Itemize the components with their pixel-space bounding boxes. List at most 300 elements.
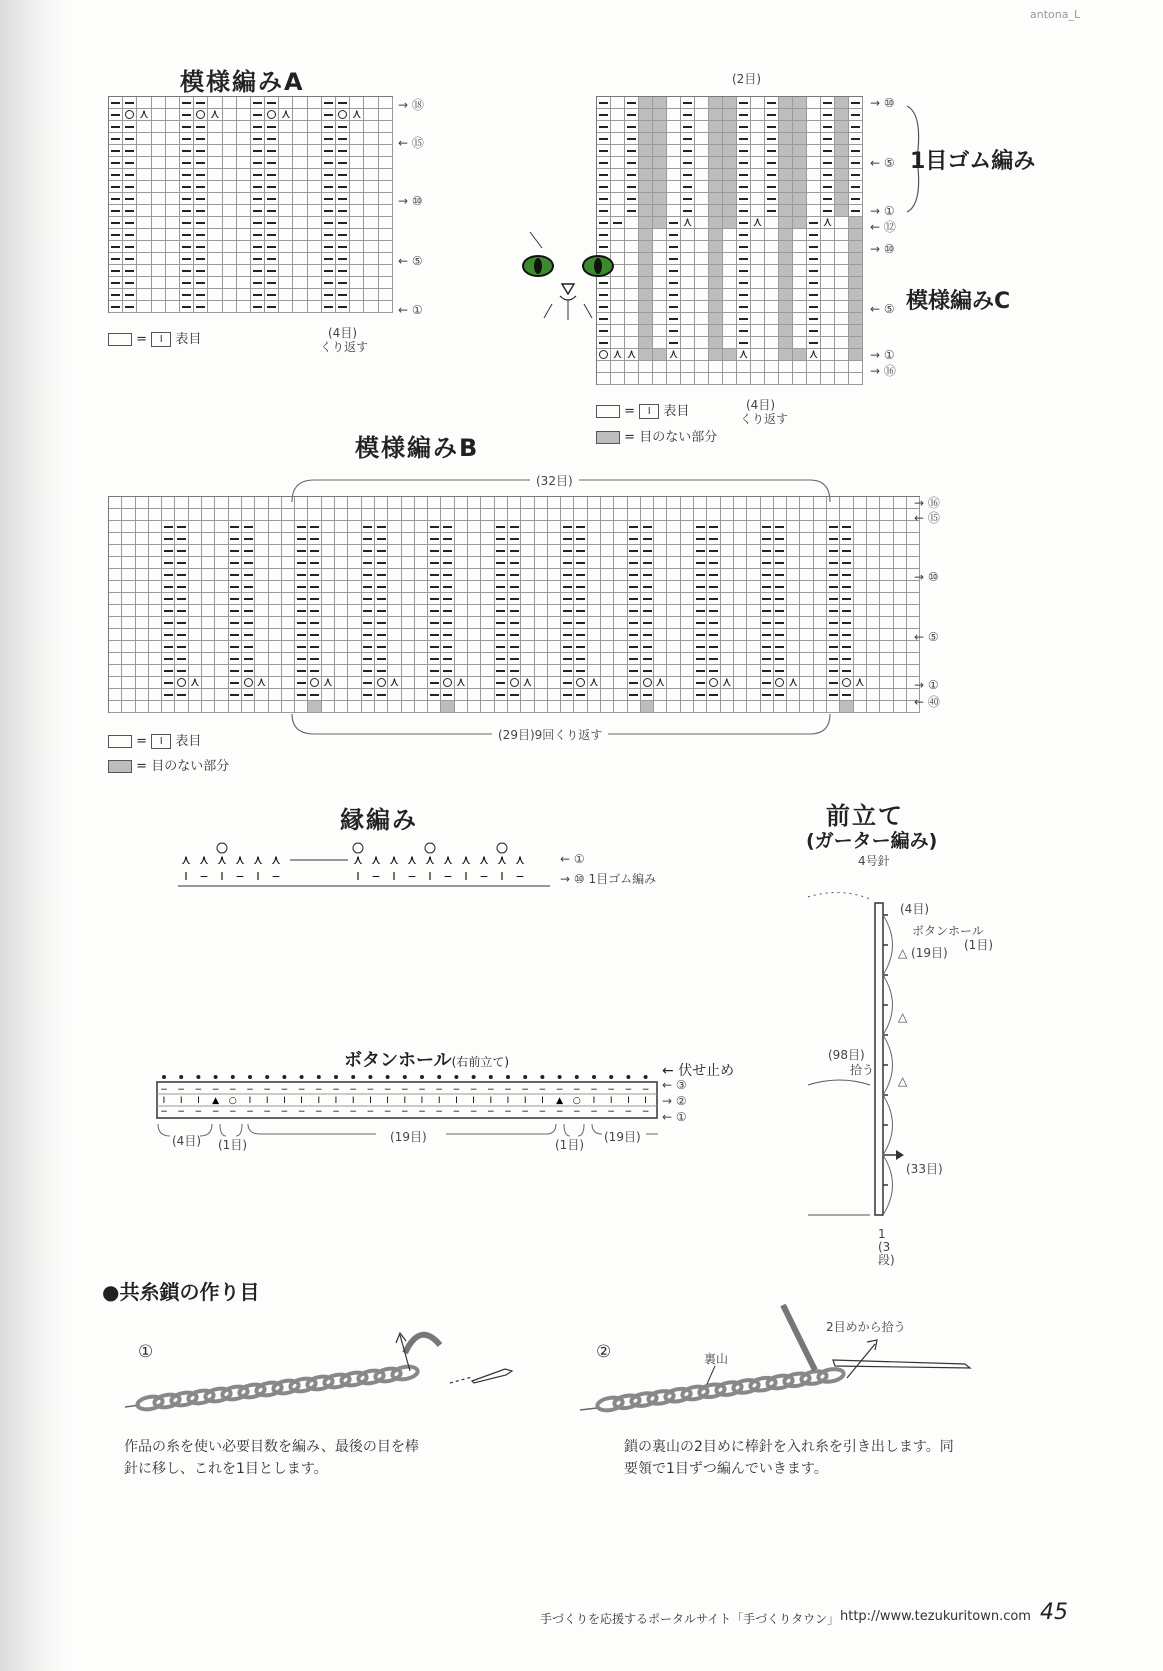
pattern-a-row-15: ← ⑮ (398, 136, 424, 150)
chart-cell (694, 569, 707, 581)
chart-cell (548, 617, 561, 629)
chart-cell (574, 521, 587, 533)
chart-cell (654, 629, 667, 641)
chart-cell (611, 193, 625, 205)
chart-cell (308, 497, 321, 509)
chart-cell (109, 301, 123, 313)
buttonhole-stitch: − (366, 1107, 375, 1117)
chart-cell (601, 533, 614, 545)
chart-cell (308, 121, 322, 133)
chart-cell (681, 533, 694, 545)
chart-cell (375, 557, 388, 569)
chain-step1-text: 作品の糸を使い必要目数を編み、最後の目を棒針に移し、これを1目とします。 (124, 1439, 419, 1477)
chart-cell (336, 97, 350, 109)
chart-cell (279, 169, 293, 181)
chart-cell (867, 701, 880, 713)
chart-cell (402, 665, 415, 677)
chart-cell (747, 665, 760, 677)
chart-cell (348, 557, 361, 569)
chart-cell (237, 157, 251, 169)
chart-cell (737, 349, 751, 361)
chart-cell (800, 521, 813, 533)
chart-cell (814, 605, 827, 617)
chart-cell (854, 689, 867, 701)
chart-cell (122, 641, 135, 653)
chart-cell (441, 665, 454, 677)
chart-cell (215, 701, 228, 713)
chart-cell (667, 569, 680, 581)
chart-cell (208, 133, 222, 145)
chart-cell (402, 545, 415, 557)
pattern-c-row-10b: → ⑩ (870, 242, 895, 256)
chart-cell (821, 217, 835, 229)
chart-cell (827, 533, 840, 545)
chart-cell (737, 181, 751, 193)
chart-cell (415, 581, 428, 593)
chart-cell (751, 325, 765, 337)
chart-cell (734, 665, 747, 677)
chart-cell (388, 509, 401, 521)
chart-cell (265, 157, 279, 169)
chart-cell (707, 497, 720, 509)
chart-cell (468, 593, 481, 605)
chart-cell (322, 217, 336, 229)
chart-cell (625, 277, 639, 289)
pattern-a-chart (108, 96, 393, 313)
buttonhole-stitch: − (469, 1085, 478, 1095)
chart-cell (835, 157, 849, 169)
chart-cell (625, 109, 639, 121)
chart-cell (251, 217, 265, 229)
chart-cell (639, 229, 653, 241)
chart-cell (295, 569, 308, 581)
chart-cell (709, 265, 723, 277)
chain-step1-num: ① (138, 1342, 154, 1362)
chart-cell (807, 145, 821, 157)
chart-cell (597, 169, 611, 181)
chart-cell (194, 133, 208, 145)
chart-cell (765, 241, 779, 253)
chart-cell (481, 641, 494, 653)
chart-cell (194, 97, 208, 109)
chart-cell (308, 205, 322, 217)
chart-cell (561, 629, 574, 641)
chart-cell (588, 557, 601, 569)
chart-cell (362, 665, 375, 677)
chart-cell (765, 301, 779, 313)
chart-cell (709, 349, 723, 361)
edge-row-1: ← ① (560, 852, 585, 866)
chart-cell (415, 533, 428, 545)
chart-cell (335, 593, 348, 605)
chart-cell (535, 629, 548, 641)
chart-cell (364, 205, 378, 217)
chart-cell (907, 545, 920, 557)
chart-cell (821, 97, 835, 109)
chart-cell (109, 121, 123, 133)
chart-cell (364, 193, 378, 205)
buttonhole-stitch: I (386, 1096, 389, 1106)
chart-cell (835, 301, 849, 313)
chart-cell (269, 689, 282, 701)
chart-cell (774, 545, 787, 557)
chart-cell (793, 109, 807, 121)
chart-cell (152, 109, 166, 121)
chart-cell (152, 301, 166, 313)
chart-cell (208, 229, 222, 241)
chart-cell (761, 521, 774, 533)
chart-cell (180, 97, 194, 109)
chart-cell (255, 557, 268, 569)
chart-cell (639, 169, 653, 181)
chart-cell (774, 653, 787, 665)
buttonhole-bindoff: ← 伏せ止め (662, 1063, 735, 1079)
buttonhole-stitch: − (435, 1107, 443, 1117)
chart-cell (336, 169, 350, 181)
chart-cell (601, 509, 614, 521)
chart-cell (269, 581, 282, 593)
chart-cell (807, 193, 821, 205)
chart-cell (709, 97, 723, 109)
chart-cell (535, 545, 548, 557)
chart-cell (827, 689, 840, 701)
chart-cell (375, 533, 388, 545)
chart-cell (194, 193, 208, 205)
chart-cell (123, 193, 137, 205)
chart-cell (308, 533, 321, 545)
chart-cell (362, 581, 375, 593)
chart-cell (308, 677, 321, 689)
chart-cell (335, 665, 348, 677)
edge-mark: ⋏ (217, 853, 227, 868)
chart-cell (681, 289, 695, 301)
chart-cell (807, 361, 821, 373)
buttonhole-stitch: − (194, 1085, 203, 1095)
chart-cell (681, 157, 695, 169)
chart-cell (308, 193, 322, 205)
chart-cell (388, 521, 401, 533)
chart-cell (654, 569, 667, 581)
chart-cell (694, 665, 707, 677)
chart-cell (237, 277, 251, 289)
chart-cell (681, 665, 694, 677)
chart-cell (709, 325, 723, 337)
chart-cell (779, 217, 793, 229)
page-gutter-shadow (0, 0, 70, 1671)
buttonhole-stitch: − (607, 1107, 615, 1117)
chart-cell (189, 533, 202, 545)
chart-cell (152, 157, 166, 169)
chart-cell (765, 289, 779, 301)
chart-cell (175, 701, 188, 713)
bindoff-dot (540, 1075, 544, 1079)
chart-cell (641, 641, 654, 653)
chart-cell (242, 545, 255, 557)
chart-cell (694, 497, 707, 509)
chart-cell (229, 533, 242, 545)
chart-cell (441, 521, 454, 533)
chart-cell (295, 509, 308, 521)
chart-cell (723, 181, 737, 193)
chart-cell (747, 593, 760, 605)
chart-cell (628, 581, 641, 593)
chart-cell (734, 557, 747, 569)
chart-cell (229, 617, 242, 629)
chart-cell (194, 145, 208, 157)
chart-cell (695, 145, 709, 157)
chart-cell (495, 677, 508, 689)
chart-cell (751, 181, 765, 193)
chart-cell (737, 313, 751, 325)
chart-cell (109, 157, 123, 169)
chart-cell (322, 689, 335, 701)
chart-cell (734, 509, 747, 521)
chart-cell (548, 545, 561, 557)
chart-cell (388, 629, 401, 641)
chart-cell (734, 641, 747, 653)
chart-cell (162, 701, 175, 713)
chart-cell (348, 677, 361, 689)
chart-cell (639, 373, 653, 385)
chart-cell (639, 241, 653, 253)
chart-cell (293, 289, 307, 301)
chart-cell (202, 545, 215, 557)
chart-cell (175, 593, 188, 605)
edge-circle (425, 843, 435, 853)
chart-cell (694, 509, 707, 521)
chart-cell (322, 617, 335, 629)
chart-cell (137, 277, 151, 289)
chart-cell (880, 629, 893, 641)
chart-cell (282, 593, 295, 605)
chart-cell (787, 545, 800, 557)
chart-cell (279, 133, 293, 145)
chart-cell (495, 617, 508, 629)
chart-cell (265, 301, 279, 313)
chart-cell (175, 557, 188, 569)
chart-cell (681, 337, 695, 349)
buttonhole-count-4: (4目) (172, 1134, 201, 1148)
chart-cell (625, 133, 639, 145)
chart-cell (350, 145, 364, 157)
chart-cell (667, 121, 681, 133)
chart-cell (215, 569, 228, 581)
chart-cell (362, 521, 375, 533)
edge-mark: ⋏ (371, 853, 381, 868)
chart-cell (149, 689, 162, 701)
front-band-title: 前立て (826, 802, 904, 830)
chart-cell (849, 169, 863, 181)
chart-cell (350, 121, 364, 133)
chart-cell (336, 265, 350, 277)
chart-cell (653, 253, 667, 265)
chart-cell (793, 265, 807, 277)
chart-cell (428, 533, 441, 545)
chart-cell (229, 677, 242, 689)
chart-cell (779, 157, 793, 169)
chart-cell (242, 653, 255, 665)
chart-cell (774, 629, 787, 641)
chart-cell (282, 557, 295, 569)
chart-cell (561, 545, 574, 557)
chart-cell (455, 569, 468, 581)
front-band-triangle-2: △ (898, 1074, 908, 1088)
chart-cell (840, 653, 853, 665)
chart-cell (388, 605, 401, 617)
chart-cell (379, 181, 393, 193)
chart-cell (455, 557, 468, 569)
chart-cell (695, 169, 709, 181)
chart-cell (625, 253, 639, 265)
chart-cell (628, 533, 641, 545)
chart-cell (123, 145, 137, 157)
chart-cell (849, 301, 863, 313)
chart-cell (695, 217, 709, 229)
chart-cell (737, 301, 751, 313)
buttonhole-stitch: − (504, 1085, 512, 1095)
chart-cell (807, 169, 821, 181)
chart-cell (667, 157, 681, 169)
chart-cell (152, 253, 166, 265)
chart-cell (867, 497, 880, 509)
chart-cell (152, 289, 166, 301)
bindoff-dot (437, 1075, 441, 1079)
chart-cell (189, 653, 202, 665)
chart-cell (215, 497, 228, 509)
chart-cell (279, 229, 293, 241)
chart-cell (402, 533, 415, 545)
chart-cell (835, 361, 849, 373)
buttonhole-stitch: I (162, 1096, 166, 1106)
chart-cell (109, 497, 122, 509)
chart-cell (229, 689, 242, 701)
chart-cell (597, 97, 611, 109)
chart-cell (149, 533, 162, 545)
chart-cell (455, 545, 468, 557)
chart-cell (681, 217, 695, 229)
chart-cell (639, 349, 653, 361)
chart-cell (402, 509, 415, 521)
chart-cell (149, 569, 162, 581)
chart-cell (265, 229, 279, 241)
pattern-a-legend: = Ⅰ 表目 (108, 328, 201, 347)
chart-cell (166, 241, 180, 253)
buttonhole-stitch: − (487, 1085, 495, 1095)
chart-cell (322, 629, 335, 641)
chart-cell (835, 325, 849, 337)
chart-cell (751, 193, 765, 205)
chart-cell (162, 665, 175, 677)
chart-cell (468, 653, 481, 665)
chart-cell (709, 121, 723, 133)
buttonhole-stitch: − (573, 1107, 581, 1117)
chart-cell (751, 121, 765, 133)
chart-cell (379, 205, 393, 217)
chart-cell (601, 689, 614, 701)
chart-cell (308, 145, 322, 157)
chart-cell (641, 557, 654, 569)
chart-cell (723, 277, 737, 289)
edge-circle (497, 843, 507, 853)
chart-cell (597, 133, 611, 145)
chart-cell (521, 689, 534, 701)
chart-cell (601, 557, 614, 569)
bindoff-dot (558, 1075, 562, 1079)
chart-cell (761, 629, 774, 641)
chart-cell (364, 157, 378, 169)
chart-cell (765, 121, 779, 133)
chart-cell (737, 229, 751, 241)
chart-cell (880, 617, 893, 629)
front-band-triangle-1: △ (898, 1010, 908, 1024)
chart-cell (614, 557, 627, 569)
chart-cell (793, 325, 807, 337)
bindoff-dot (248, 1075, 252, 1079)
chart-cell (123, 97, 137, 109)
chart-cell (265, 145, 279, 157)
chart-cell (255, 629, 268, 641)
chart-cell (208, 253, 222, 265)
pattern-a-row-1: ← ① (398, 303, 423, 317)
chart-cell (336, 157, 350, 169)
chart-cell (109, 605, 122, 617)
chart-cell (628, 617, 641, 629)
chart-cell (588, 581, 601, 593)
chart-cell (734, 605, 747, 617)
footer-url[interactable]: http://www.tezukuritown.com (840, 1609, 1031, 1624)
chart-cell (428, 605, 441, 617)
chart-cell (295, 581, 308, 593)
chart-cell (779, 349, 793, 361)
chart-cell (109, 509, 122, 521)
chart-cell (521, 617, 534, 629)
chart-cell (208, 193, 222, 205)
chart-cell (548, 533, 561, 545)
chart-cell (695, 277, 709, 289)
buttonhole-stitch: − (263, 1107, 271, 1117)
chart-cell (721, 509, 734, 521)
chart-cell (481, 509, 494, 521)
chart-cell (293, 217, 307, 229)
chart-cell (441, 497, 454, 509)
chart-cell (229, 521, 242, 533)
chart-cell (322, 557, 335, 569)
chart-cell (639, 313, 653, 325)
bindoff-dot (523, 1075, 527, 1079)
chart-cell (761, 557, 774, 569)
chart-cell (723, 205, 737, 217)
buttonhole-stitch: − (315, 1085, 323, 1095)
chart-cell (189, 689, 202, 701)
chart-cell (867, 677, 880, 689)
chart-cell (787, 509, 800, 521)
chart-cell (455, 521, 468, 533)
chart-cell (152, 277, 166, 289)
chart-cell (308, 157, 322, 169)
chart-cell (242, 677, 255, 689)
chart-cell (561, 557, 574, 569)
chart-cell (149, 557, 162, 569)
chart-cell (251, 97, 265, 109)
chart-cell (122, 689, 135, 701)
chart-cell (162, 653, 175, 665)
edge-stitch: − (515, 870, 525, 883)
chart-cell (535, 689, 548, 701)
chart-cell (441, 617, 454, 629)
chart-cell (336, 229, 350, 241)
chart-cell (295, 557, 308, 569)
chart-cell (800, 557, 813, 569)
